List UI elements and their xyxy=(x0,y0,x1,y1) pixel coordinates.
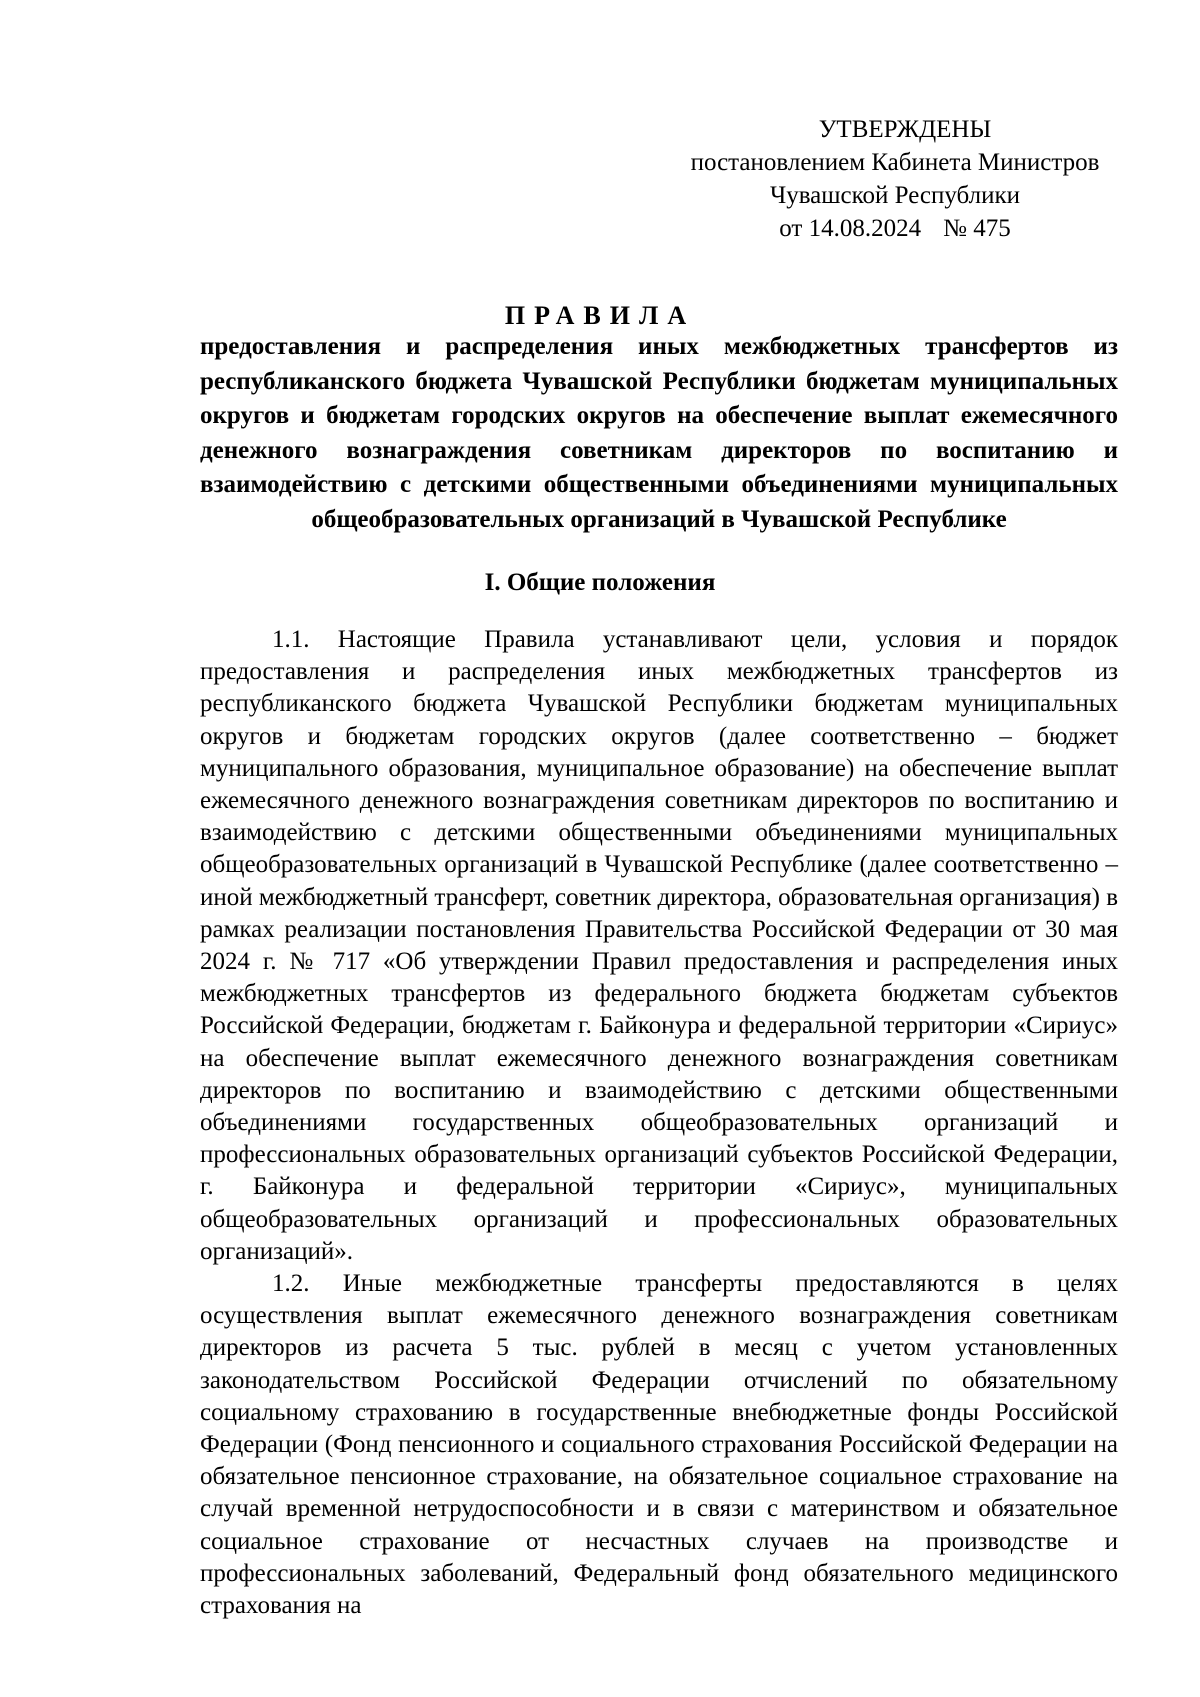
approval-stamp xyxy=(660,113,1130,245)
document-subtitle: предоставления и распределения иных межбюджетных трансфертов из республиканского бюджета Чувашской Республики бюджетам муниципальных округов и бюджетам городских округов на обеспечение выплат ежемесячного денежного вознаграждения советникам директоров по воспитанию и взаимодействию с детскими общественными объединениями муниципальных общеобразовательных организаций в Чувашской Республике xyxy=(200,333,1118,533)
approval-date-line xyxy=(660,212,1130,245)
approval-heading: УТВЕРЖДЕНЫ xyxy=(818,116,992,143)
document-title: ПРАВИЛА xyxy=(504,301,696,330)
approval-number: № 475 xyxy=(943,215,1011,242)
section-heading: I. Общие положения xyxy=(484,569,716,596)
paragraph-1-2: 1.2. Иные межбюджетные трансферты предоставляются в целях осуществления выплат ежемесячного денежного вознаграждения советникам директоров из расчета 5 тыс. рублей в месяц с учетом установленных законодательством Российской Федерации отчислений по обязательному социальному страхованию в государственные внебюджетные фонды Российской Федерации (Фонд пенсионного и социального страхования Российской Федерации на обязательное пенсионное страхование, на обязательное социальное страхование на случай временной нетрудоспособности и в связи с материнством и обязательное социальное страхование от несчастных случаев на производстве и профессиональных заболеваний, Федеральный фонд обязательного медицинского страхования на xyxy=(200,1270,1118,1620)
approval-republic: Чувашской Республики xyxy=(769,182,1021,209)
approval-issuer: постановлением Кабинета Министров xyxy=(690,149,1100,176)
paragraph-1-1: 1.1. Настоящие Правила устанавливают цели, условия и порядок предоставления и распределения иных межбюджетных трансфертов из республиканского бюджета Чувашской Республики бюджетам муниципальных округов и бюджетам городских округов (далее соответственно – бюджет муниципального образования, муниципальное образование) на обеспечение выплат ежемесячного денежного вознаграждения советникам директоров по воспитанию и взаимодействию с детскими общественными объединениями муниципальных общеобразовательных организаций в Чувашской Республике (далее соответственно – иной межбюджетный трансферт, советник директора, образовательная организация) в рамках реализации постановления Правительства Российской Федерации от 30 мая 2024 г. № 717 «Об утверждении Правил предоставления и распределения иных межбюджетных трансфертов из федерального бюджета бюджетам субъектов Российской Федерации, бюджетам г. Байконура и федеральной территории «Сириус» на обеспечение выплат ежемесячного денежного вознаграждения советникам директоров по воспитанию и взаимодействию с детскими общественными объединениями государственных общеобразовательных организаций и профессиональных образовательных организаций субъектов Российской Федерации, г. Байконура и федеральной территории «Сириус», муниципальных общеобразовательных организаций и профессиональных образовательных организаций». xyxy=(200,626,1118,1265)
approval-date: от 14.08.2024 xyxy=(779,215,922,242)
document-body xyxy=(200,624,1118,1622)
